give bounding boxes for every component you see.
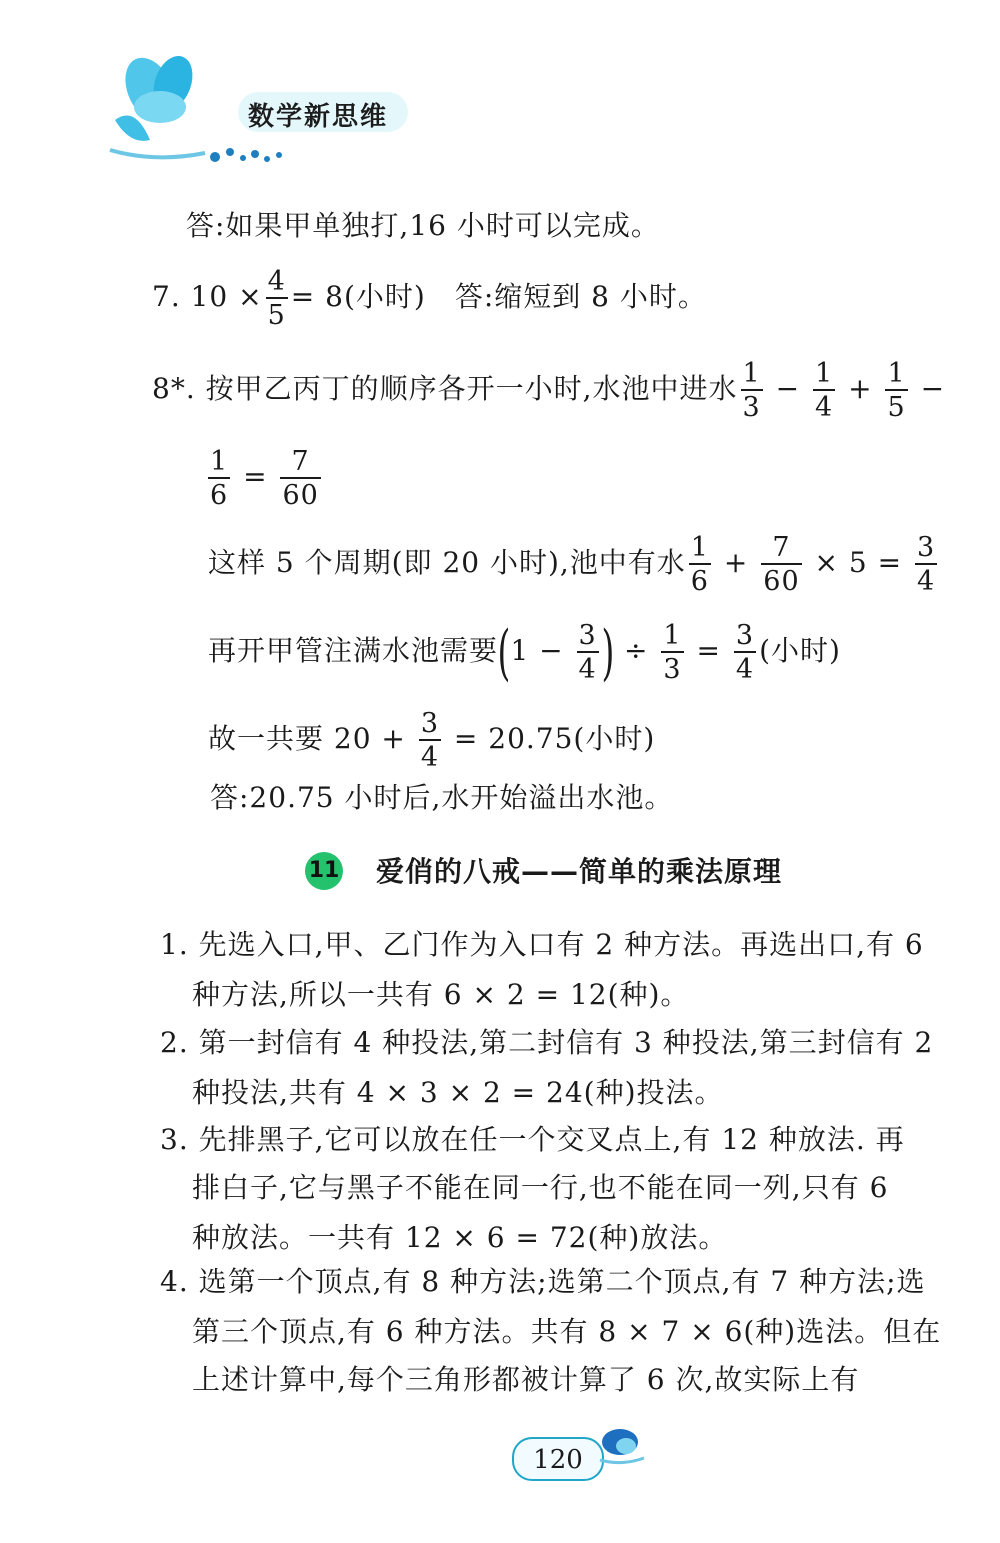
- denominator: 5: [267, 300, 286, 331]
- footer-decoration-icon: [592, 1420, 652, 1470]
- dot: [240, 155, 246, 161]
- text: 再开甲管注满水池需要: [208, 634, 499, 667]
- fraction: [208, 448, 230, 509]
- numerator: 1: [742, 358, 761, 389]
- text: = 8(小时) 答:缩短到 8 小时。: [290, 280, 707, 313]
- fraction: [761, 534, 801, 595]
- fraction: [734, 622, 756, 683]
- answer-line: [208, 617, 841, 688]
- page-number: 120: [533, 1445, 583, 1475]
- fraction: [915, 534, 937, 595]
- dot: [264, 156, 270, 162]
- numerator: 3: [420, 708, 439, 739]
- numerator: 1: [663, 620, 682, 651]
- text: × 5 =: [814, 546, 903, 579]
- denominator: 4: [420, 742, 439, 773]
- plus-sign: +: [723, 546, 749, 579]
- answer-line: [152, 360, 945, 421]
- answer-line: [208, 710, 655, 771]
- numerator: 1: [887, 358, 906, 389]
- list-item-line: 4. 选第一个顶点,有 8 种方法;选第二个顶点,有 7 种方法;选: [160, 1265, 926, 1298]
- denominator: 4: [578, 654, 597, 685]
- list-item-line: 第三个顶点,有 6 种方法。共有 8 × 7 × 6(种)选法。但在: [192, 1315, 942, 1348]
- minus-sign: −: [920, 372, 946, 405]
- denominator: 60: [282, 480, 319, 511]
- open-paren: (: [497, 617, 511, 688]
- text: 7. 10 ×: [152, 280, 263, 313]
- fraction: [280, 448, 320, 509]
- denominator: 4: [815, 392, 834, 423]
- numerator: 4: [267, 266, 286, 297]
- text: ÷: [624, 634, 649, 667]
- fraction: [266, 268, 288, 329]
- decoration-shape: [616, 1438, 636, 1454]
- dot: [226, 148, 234, 156]
- list-item-line: 1. 先选入口,甲、乙门作为入口有 2 种方法。再选出口,有 6: [160, 928, 924, 961]
- dot: [251, 150, 259, 158]
- fraction: [577, 622, 599, 683]
- numerator: 1: [815, 358, 834, 389]
- header-title: 数学新思维: [248, 102, 389, 132]
- section-number-badge: 11: [305, 852, 343, 890]
- numerator: 1: [690, 532, 709, 563]
- numerator: 7: [280, 448, 320, 479]
- fraction: [689, 534, 711, 595]
- dot: [276, 152, 282, 158]
- fraction: [741, 360, 763, 421]
- text: 故一共要 20 +: [208, 722, 406, 755]
- fraction: [813, 360, 835, 421]
- denominator: 4: [735, 654, 755, 685]
- numerator: 3: [916, 532, 936, 563]
- section-title: 爱俏的八戒——简单的乘法原理: [376, 855, 783, 888]
- denominator: 5: [887, 392, 906, 423]
- fraction: [661, 622, 683, 683]
- denominator: 6: [690, 566, 709, 597]
- text: = 20.75(小时): [453, 722, 656, 755]
- decoration-stroke: [600, 1458, 644, 1463]
- list-item-line: 种方法,所以一共有 6 × 2 = 12(种)。: [192, 978, 690, 1011]
- fraction: [885, 360, 907, 421]
- close-paren: ): [601, 617, 615, 688]
- text: =: [696, 634, 721, 667]
- denominator: 4: [916, 566, 936, 597]
- dot: [210, 152, 220, 162]
- answer-line: 答:20.75 小时后,水开始溢出水池。: [210, 781, 674, 814]
- denominator: 6: [210, 480, 229, 511]
- plus-sign: +: [848, 372, 873, 405]
- numerator: 3: [578, 620, 597, 651]
- minus-sign: −: [775, 372, 801, 405]
- denominator: 3: [663, 654, 682, 685]
- list-item-line: 上述计算中,每个三角形都被计算了 6 次,故实际上有: [192, 1363, 860, 1396]
- text: (小时): [759, 634, 841, 667]
- numerator: 3: [735, 620, 755, 651]
- text: 8*. 按甲乙丙丁的顺序各开一小时,水池中进水: [152, 372, 738, 405]
- denominator: 60: [763, 566, 800, 597]
- text: 这样 5 个周期(即 20 小时),池中有水: [208, 546, 686, 579]
- numerator: 1: [210, 446, 229, 477]
- answer-line: [205, 448, 324, 509]
- list-item-line: 排白子,它与黑子不能在同一行,也不能在同一列,只有 6: [192, 1171, 889, 1204]
- list-item-line: 3. 先排黑子,它可以放在任一个交叉点上,有 12 种放法. 再: [160, 1123, 905, 1156]
- flower-petal: [134, 91, 186, 123]
- list-item-line: 种投法,共有 4 × 3 × 2 = 24(种)投法。: [192, 1076, 724, 1109]
- answer-line: 答:如果甲单独打,16 小时可以完成。: [186, 209, 660, 242]
- numerator: 7: [761, 534, 801, 565]
- fraction: [419, 710, 441, 771]
- answer-line: [208, 534, 940, 595]
- answer-line: [152, 268, 707, 329]
- flower-stem: [110, 150, 205, 157]
- denominator: 3: [742, 392, 761, 423]
- list-item-line: 种放法。一共有 12 × 6 = 72(种)放法。: [192, 1221, 728, 1254]
- list-item-line: 2. 第一封信有 4 种投法,第二封信有 3 种投法,第三封信有 2: [160, 1026, 934, 1059]
- text: 1 −: [510, 634, 564, 667]
- equals-sign: =: [243, 460, 268, 493]
